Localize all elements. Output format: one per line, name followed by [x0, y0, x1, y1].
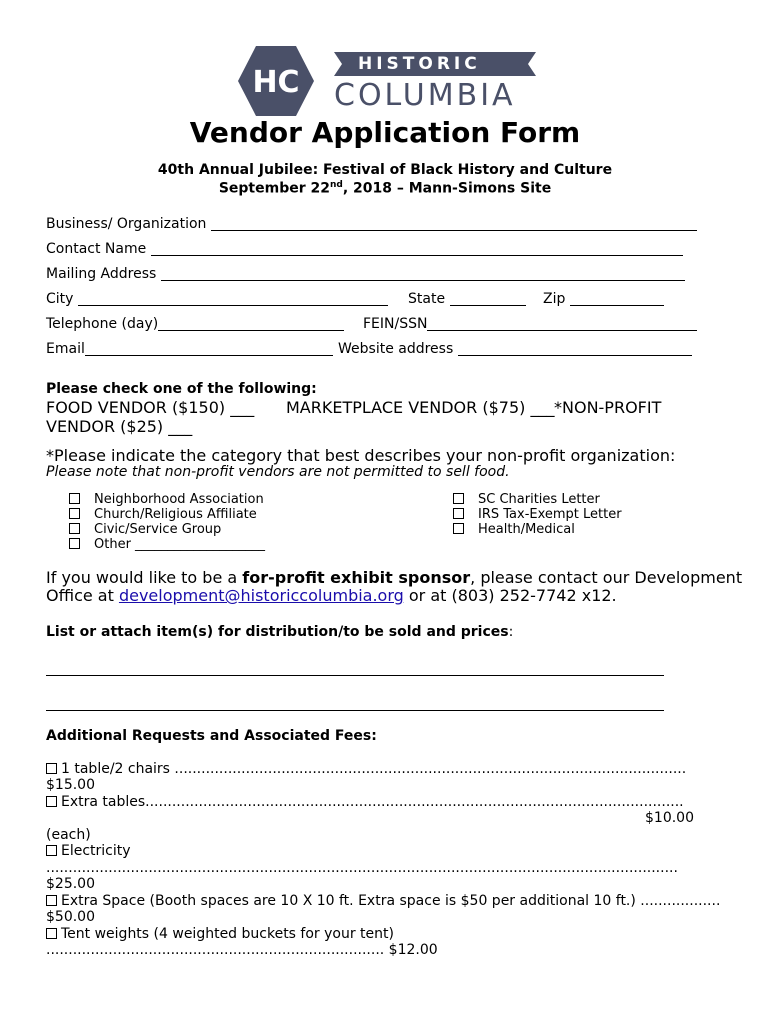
option-neighborhood[interactable] [69, 492, 264, 507]
event-date-sup: nd [329, 180, 343, 190]
form-title: Vendor Application Form [189, 116, 581, 149]
option-sc-charities[interactable] [453, 492, 600, 507]
checkbox-icon[interactable] [453, 523, 464, 534]
option-label: Civic/Service Group [94, 522, 222, 537]
state-field[interactable] [408, 291, 526, 307]
items-heading [46, 624, 513, 640]
items-colon: : [508, 624, 514, 640]
fee-label: Extra Space (Booth spaces are 10 X 10 ft. Extra space is $50 per additional 10 ft.) .................. [61, 893, 721, 909]
sponsor-bold: for-profit exhibit sponsor [242, 568, 471, 587]
sponsor-post: , please contact our Development [470, 568, 743, 587]
fee-extra-tables-price: $10.00 [645, 810, 694, 826]
zip-field[interactable] [543, 291, 664, 307]
fee-table-chairs[interactable] [46, 761, 686, 777]
fein-field[interactable] [363, 316, 697, 332]
email-label: Email [46, 341, 85, 357]
checkbox-icon[interactable] [46, 796, 57, 807]
event-date-rest: , 2018 – Mann-Simons Site [342, 180, 552, 197]
event-date-day: September 22 [218, 180, 330, 197]
fee-table-chairs-price: $15.00 [46, 777, 95, 793]
city-label: City [46, 291, 74, 307]
logo-monogram-icon [236, 44, 316, 118]
items-heading-text: List or attach item(s) for distribution/to be sold and prices [46, 624, 509, 640]
development-email-link[interactable]: development@historiccolumbia.org [118, 586, 404, 605]
fee-tent-weights-price: ............................................................................ $12.00 [46, 942, 438, 958]
checkbox-icon[interactable] [69, 538, 80, 549]
mailing-field[interactable] [46, 266, 685, 282]
event-name: 40th Annual Jubilee: Festival of Black History and Culture [157, 162, 613, 178]
fee-electricity-dots: .............................................................................................................................................. [46, 860, 678, 876]
fee-extra-space-price: $50.00 [46, 909, 95, 925]
nonprofit-vendor-option-cont[interactable]: VENDOR ($25) ___ [46, 417, 193, 436]
website-label: Website address [338, 341, 454, 357]
sponsor-line1 [46, 568, 742, 587]
checkbox-icon[interactable] [69, 508, 80, 519]
option-label: Other ____________________ [94, 537, 266, 552]
sponsor-phone: or at (803) 252-7742 x12. [403, 586, 617, 605]
contact-field[interactable] [46, 241, 683, 257]
telephone-field[interactable] [46, 316, 344, 332]
option-label: Health/Medical [478, 522, 575, 537]
checkbox-icon[interactable] [46, 763, 57, 774]
option-label: SC Charities Letter [478, 492, 600, 507]
option-label: Neighborhood Association [94, 492, 264, 507]
contact-label: Contact Name [46, 241, 147, 257]
option-church[interactable] [69, 507, 257, 522]
business-field[interactable] [46, 216, 697, 232]
nonprofit-note: Please note that non-profit vendors are not permitted to sell food. [46, 464, 510, 480]
business-label: Business/ Organization [46, 216, 207, 232]
option-label: IRS Tax-Exempt Letter [478, 507, 622, 522]
telephone-label: Telephone (day) [46, 316, 159, 332]
checkbox-icon[interactable] [453, 508, 464, 519]
food-vendor-option[interactable]: FOOD VENDOR ($150) ___ [46, 398, 255, 417]
checkbox-icon[interactable] [46, 895, 57, 906]
sponsor-pre: If you would like to be a [46, 568, 243, 587]
state-label: State [408, 291, 446, 307]
marketplace-vendor-option[interactable]: MARKETPLACE VENDOR ($75) ___ [286, 398, 555, 417]
website-field[interactable] [338, 341, 692, 357]
items-line-1[interactable] [46, 675, 664, 676]
checkbox-icon[interactable] [46, 928, 57, 939]
checkbox-icon[interactable] [69, 523, 80, 534]
nonprofit-vendor-option[interactable]: *NON-PROFIT [554, 398, 662, 417]
logo-monogram-text: HC [252, 65, 300, 100]
nonprofit-instruction: *Please indicate the category that best describes your non-profit organization: [46, 446, 676, 465]
event-date [0, 180, 770, 197]
option-other[interactable] [69, 537, 265, 552]
logo [236, 44, 536, 120]
option-irs[interactable] [453, 507, 622, 522]
fee-label: Tent weights (4 weighted buckets for your tent) [61, 926, 394, 942]
option-label: Church/Religious Affiliate [94, 507, 257, 522]
option-health[interactable] [453, 522, 575, 537]
fee-label: Electricity [61, 843, 131, 859]
fee-label: 1 table/2 chairs ................................................................................................................... [61, 761, 687, 777]
items-line-2[interactable] [46, 710, 664, 711]
fee-electricity[interactable] [46, 843, 131, 859]
email-field[interactable] [46, 341, 333, 357]
zip-label: Zip [543, 291, 566, 307]
city-field[interactable] [46, 291, 388, 307]
fee-extra-space[interactable] [46, 893, 720, 909]
sponsor-office: Office at [46, 586, 119, 605]
checkbox-icon[interactable] [69, 493, 80, 504]
mailing-label: Mailing Address [46, 266, 157, 282]
option-civic[interactable] [69, 522, 221, 537]
vendor-type-heading: Please check one of the following: [46, 381, 317, 397]
logo-line1: HISTORIC [358, 54, 481, 74]
fee-label: Extra tables......................................................................................................................... [61, 794, 684, 810]
checkbox-icon[interactable] [46, 845, 57, 856]
sponsor-line2 [46, 586, 617, 605]
fein-label: FEIN/SSN [363, 316, 428, 332]
fee-electricity-price: $25.00 [46, 876, 95, 892]
checkbox-icon[interactable] [453, 493, 464, 504]
fee-extra-tables-each: (each) [46, 827, 91, 843]
fee-tent-weights[interactable] [46, 926, 394, 942]
fee-extra-tables[interactable] [46, 794, 684, 810]
fees-heading: Additional Requests and Associated Fees: [46, 728, 377, 744]
logo-line2: COLUMBIA [334, 78, 516, 113]
